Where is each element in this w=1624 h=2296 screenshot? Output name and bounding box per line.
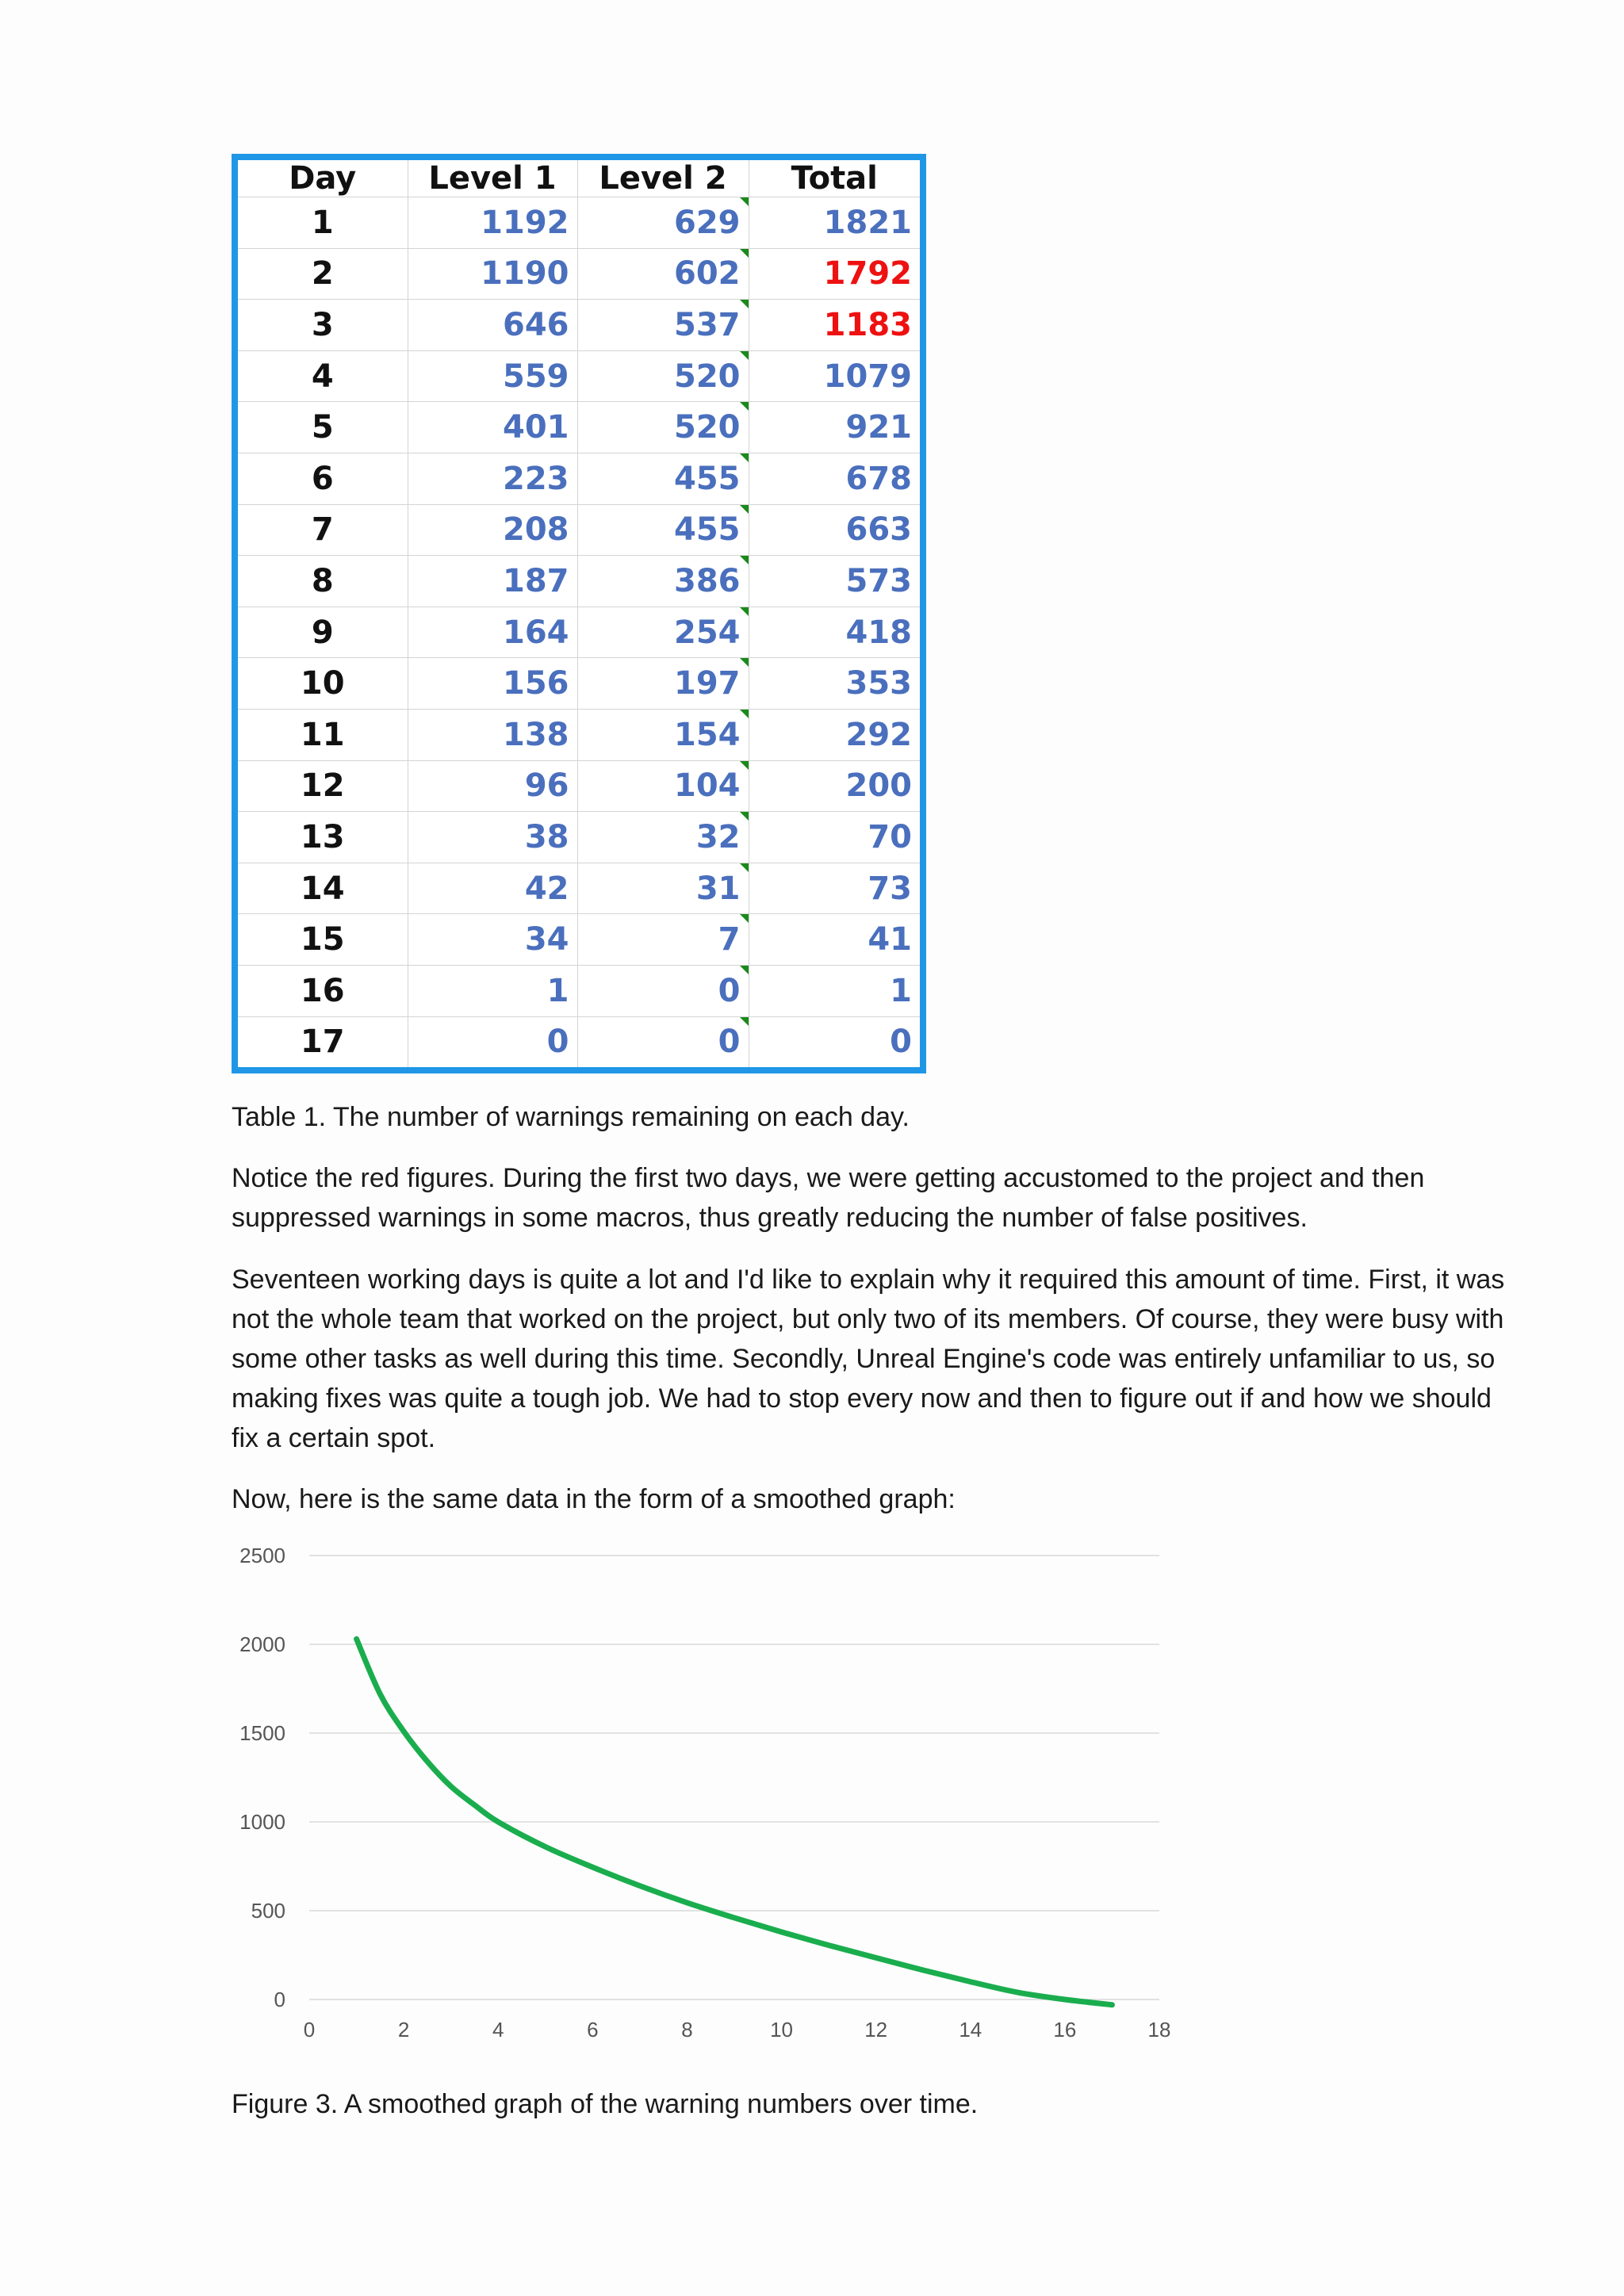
day-cell: 14 [238,863,408,914]
day-cell: 2 [238,248,408,300]
level-2-cell: 386 [577,556,749,607]
day-cell: 16 [238,965,408,1016]
day-cell: 9 [238,607,408,658]
total-cell: 41 [749,914,920,966]
total-cell: 1 [749,965,920,1016]
level-1-cell: 208 [408,504,577,556]
table-header-row [238,160,920,197]
total-cell: 1792 [749,248,920,300]
figure-caption: Figure 3. A smoothed graph of the warning numbers over time. [232,2089,979,2119]
level-2-cell: 520 [577,350,749,402]
paragraph-seventeen-days: Seventeen working days is quite a lot and I'd like to explain why it required this amount of time. First, it was not the whole team that worked on the project, but only two of its members. Of course, they were busy with some other tasks as well during this time. Secondly, Unreal Engine's code was entirely unfamiliar to us, so making fixes was quite a tough job. We had to stop every now and then to figure out if and how we should fix a certain spot. [232,1265,1505,1453]
smoothed-warnings-chart [222,1530,1189,2038]
day-cell: 4 [238,350,408,402]
header-level-1: Level 1 [408,160,577,197]
total-cell: 292 [749,709,920,760]
table-row [238,300,920,351]
y-tick-label: 2500 [239,1544,285,1567]
paragraph-red-figures: Notice the red figures. During the first two days, we were getting accustomed to the project and then suppressed warnings in some macros, thus greatly reducing the number of false positives. [232,1163,1425,1233]
paragraph-graph-intro: Now, here is the same data in the form of a smoothed graph: [232,1484,956,1514]
day-cell: 13 [238,812,408,863]
total-cell: 73 [749,863,920,914]
level-1-cell: 223 [408,453,577,504]
total-cell: 353 [749,658,920,710]
day-cell: 7 [238,504,408,556]
day-cell: 8 [238,556,408,607]
table-row [238,760,920,812]
level-1-cell: 42 [408,863,577,914]
total-cell: 70 [749,812,920,863]
level-1-cell: 34 [408,914,577,966]
x-tick-label: 12 [864,2018,888,2038]
y-tick-label: 1500 [239,1721,285,1745]
day-cell: 1 [238,197,408,249]
total-cell: 921 [749,402,920,453]
x-tick-label: 14 [959,2018,982,2038]
level-1-cell: 646 [408,300,577,351]
level-1-cell: 96 [408,760,577,812]
table-row [238,607,920,658]
level-2-cell: 537 [577,300,749,351]
level-1-cell: 0 [408,1016,577,1067]
table-row [238,350,920,402]
header-level-2: Level 2 [577,160,749,197]
level-1-cell: 138 [408,709,577,760]
level-1-cell: 1192 [408,197,577,249]
total-cell: 1079 [749,350,920,402]
level-1-cell: 559 [408,350,577,402]
day-cell: 15 [238,914,408,966]
level-2-cell: 254 [577,607,749,658]
day-cell: 11 [238,709,408,760]
total-cell: 678 [749,453,920,504]
table-row [238,914,920,966]
level-1-cell: 164 [408,607,577,658]
level-2-cell: 455 [577,453,749,504]
day-cell: 5 [238,402,408,453]
day-cell: 12 [238,760,408,812]
table-row [238,709,920,760]
header-day: Day [238,160,408,197]
level-2-cell: 197 [577,658,749,710]
table-row [238,504,920,556]
x-tick-label: 8 [681,2018,693,2038]
total-cell: 0 [749,1016,920,1067]
level-1-cell: 1190 [408,248,577,300]
x-tick-label: 6 [587,2018,599,2038]
y-tick-label: 1000 [239,1810,285,1834]
total-cell: 1183 [749,300,920,351]
level-2-cell: 7 [577,914,749,966]
table-row [238,812,920,863]
level-2-cell: 104 [577,760,749,812]
table-row [238,1016,920,1067]
table-row [238,402,920,453]
table-row [238,197,920,249]
x-tick-label: 0 [303,2018,316,2038]
table-row [238,863,920,914]
level-2-cell: 0 [577,965,749,1016]
level-1-cell: 156 [408,658,577,710]
x-tick-label: 2 [397,2018,410,2038]
level-2-cell: 602 [577,248,749,300]
table-caption: Table 1. The number of warnings remaining on each day. [232,1102,910,1132]
day-cell: 6 [238,453,408,504]
total-cell: 418 [749,607,920,658]
level-2-cell: 31 [577,863,749,914]
day-cell: 3 [238,300,408,351]
level-1-cell: 401 [408,402,577,453]
x-tick-label: 16 [1053,2018,1077,2038]
total-cell: 1821 [749,197,920,249]
header-total: Total [749,160,920,197]
y-tick-label: 0 [274,1988,285,2011]
total-cell: 573 [749,556,920,607]
table-row [238,453,920,504]
y-tick-label: 2000 [239,1632,285,1656]
level-2-cell: 154 [577,709,749,760]
level-2-cell: 455 [577,504,749,556]
table-row [238,556,920,607]
table-row [238,248,920,300]
total-cell: 663 [749,504,920,556]
level-1-cell: 38 [408,812,577,863]
day-cell: 17 [238,1016,408,1067]
x-tick-label: 10 [770,2018,794,2038]
level-1-cell: 1 [408,965,577,1016]
level-2-cell: 32 [577,812,749,863]
warnings-table [232,154,926,1073]
table-row [238,965,920,1016]
level-2-cell: 520 [577,402,749,453]
y-tick-label: 500 [251,1899,285,1923]
day-cell: 10 [238,658,408,710]
level-2-cell: 0 [577,1016,749,1067]
x-tick-label: 4 [492,2018,504,2038]
level-2-cell: 629 [577,197,749,249]
total-cell: 200 [749,760,920,812]
level-1-cell: 187 [408,556,577,607]
x-tick-label: 18 [1147,2018,1171,2038]
table-row [238,658,920,710]
